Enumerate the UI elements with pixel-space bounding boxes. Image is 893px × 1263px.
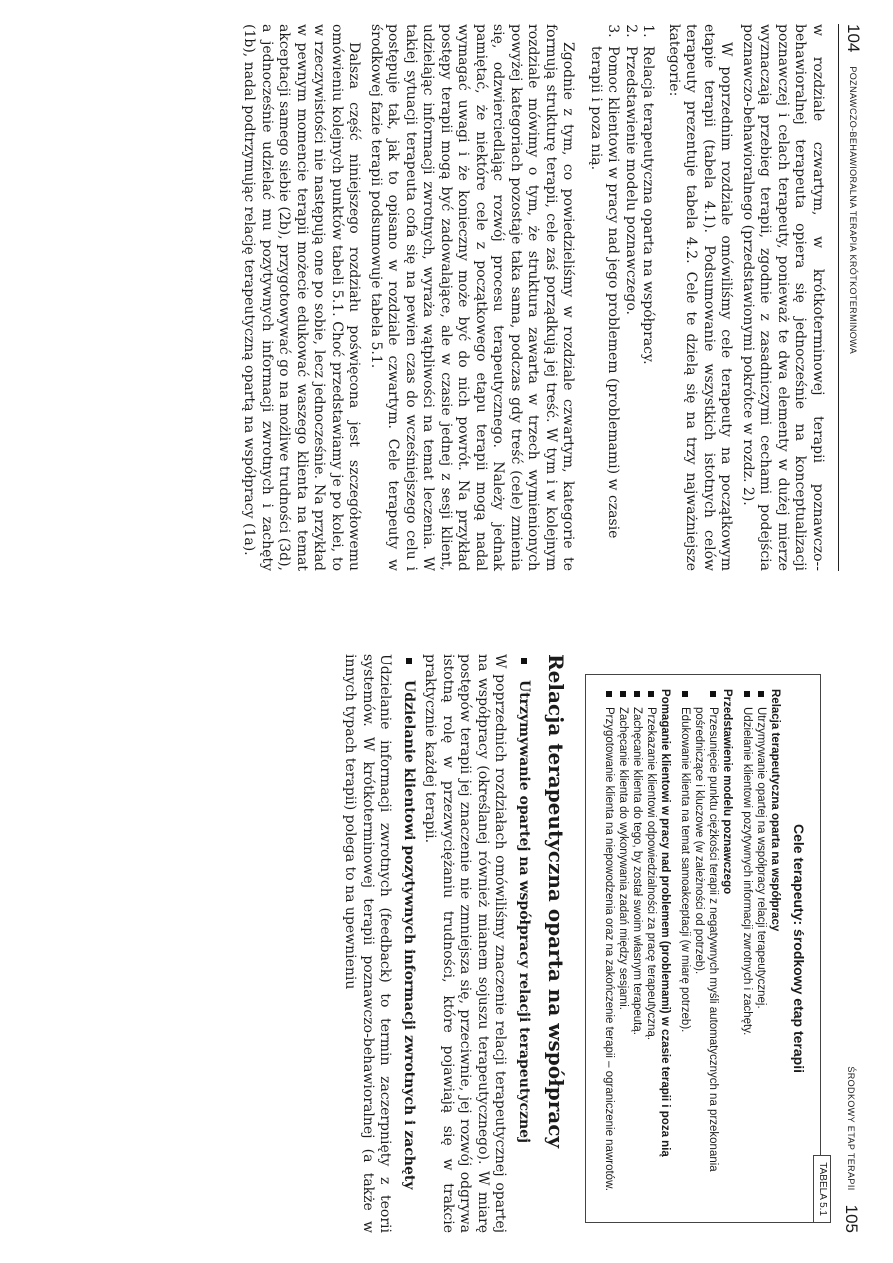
category-list xyxy=(587,24,657,571)
list-item: 1. Relacja terapeutyczna oparta na współpracy. xyxy=(639,42,657,571)
subheading-list xyxy=(515,654,533,1233)
paragraph: W poprzednim rozdziale omówiliśmy cele terapeuty na początkowym etapie terapii (tabela 4.1). Podsumowanie wszystkich istotnych celów terapeuty prezentuje tabela 4.2. Cele te dzielą się na trzy najważniejsze kategorie: xyxy=(666,24,735,571)
table-section-list xyxy=(678,689,720,1208)
subheading-list xyxy=(400,654,418,1233)
table-5-1 xyxy=(585,674,828,1223)
list-item: Przesunięcie punktu ciężkości terapii z negatywnych myśli automatycznych na przekonania pośredniczące i kluczowe (w zależności od potrzeb). xyxy=(692,689,720,1208)
running-head: POZNAWCZO-BEHAWIORALNA TERAPIA KRÓTKOTERMINOWA xyxy=(848,66,858,355)
table-title: Cele terapeuty: środkowy etap terapii xyxy=(791,824,807,1073)
page-number: 104 xyxy=(844,24,863,53)
paragraph: Udzielanie informacji zwrotnych (feedback) to termin zaczerpnięty z teorii systemów. W krótkoterminowej terapii poznawczo-behawioralnej (a także w innych typach terapii) polega to na upewnieniu xyxy=(342,654,394,1233)
paragraph: W poprzednich rozdziałach omówiliśmy znaczenie relacji terapeutycznej opartej na współpracy (określanej również mianem sojuszu terapeutycznego). W miarę postępów terapii jej znaczenie nie zmniejsza się, przeciwnie, jej rozwój odgrywa istotną rolę w przezwyciężaniu trudności, które pojawiają się w trakcie praktycznie każdej terapii. xyxy=(422,654,509,1233)
page-104 xyxy=(85,0,875,595)
table-section-list xyxy=(602,689,658,1208)
list-item: 3. Pomoc klientowi w pracy nad jego problemem (problemami) w czasie terapii i poza nią. xyxy=(587,42,622,571)
page-number: 105 xyxy=(842,1204,861,1233)
list-item: 2. Przedstawienie modelu poznawczego. xyxy=(622,42,640,571)
table-section-heading: Pomaganie klientowi w pracy nad problemem (problemami) w czasie terapii i poza nią xyxy=(659,689,671,1157)
paragraph: Zgodnie z tym, co powiedzieliśmy w rozdziale czwartym, kategorie te formują strukturę terapii, cele zaś porządkują jej treść. W tym i w kolejnym rozdziale mówimy o tym, że struktura zawarta w trzech wymienionych powyżej kategoriach pozostaje taka sama, podczas gdy treść (cele) zmienia się, odzwierciedlając rozwój procesu terapeutycznego. Należy jednak pamiętać, że niektóre cele z początkowego etapu terapii mogą nadal wymagać uwagi i że konieczny może być do nich powrót. Na przykład postępy terapii mogą być zadowalające, ale w czasie jednej z sesji klient, udzielając informacji zwrotnych, wyraża wątpliwości na temat leczenia. W takiej sytuacji terapeuta cofa się na pewien czas do wcześniejszego celu i postępuje tak, jak to opisano w rozdziale czwartym. Cele terapeuty w środkowej fazie terapii podsumowuje tabela 5.1. xyxy=(368,24,577,571)
paragraph: Dalsza część niniejszego rozdziału poświęcona jest szczegółowemu omówieniu kolejnych punktów tabeli 5.1. Choć przedstawiamy je po kolei, to w rzeczywistości nie następują one po sobie, lecz jednocześnie. Na przykład w pewnym momencie terapii możecie edukować waszego klienta na temat akceptacji samego siebie (2b), przygotowywać go na możliwe trudności (3d), a jednocześnie udzielać mu pozytywnych informacji zwrotnych i zachęty (1b), nadal podtrzymując relację terapeutyczną opartą na współpracy (1a). xyxy=(241,24,363,571)
list-item: Utrzymywanie opartej na współpracy relacji terapeutycznej. xyxy=(754,689,768,1208)
list-item: Zachęcanie klienta do tego, by został swoim własnym terapeutą. xyxy=(630,689,644,1208)
page-105 xyxy=(85,630,875,1263)
running-head: ŚRODKOWY ETAP TERAPII xyxy=(846,1066,856,1191)
list-item: Udzielanie klientowi pozytywnych informacji zwrotnych i zachęty. xyxy=(740,689,754,1208)
list-item: Edukowanie klienta na temat samoakceptacji (w miarę potrzeb). xyxy=(678,689,692,1208)
section-heading: Relacja terapeutyczna oparta na współpracy xyxy=(544,654,568,1149)
running-header xyxy=(843,24,863,571)
table-section-heading: Relacja terapeutyczna oparta na współpracy xyxy=(769,689,781,932)
running-header xyxy=(841,654,861,1233)
subheading: Udzielanie klientowi pozytywnych informacji zwrotnych i zachęty xyxy=(400,654,418,1233)
table-section-list xyxy=(740,689,768,1208)
table-section-heading: Przedstawienie modelu poznawczego xyxy=(721,689,733,895)
table-label: TABELA 5.1 xyxy=(813,1155,831,1223)
list-item: Przygotowanie klienta na niepowodzenia oraz na zakończenie terapii – ograniczenie nawrotów. xyxy=(602,689,616,1208)
paragraph: w rozdziale czwartym, w krótkoterminowej terapii poznawczo--behawioralnej terapeuta opiera się jednocześnie na konceptualizacji poznawczej i celach terapeuty, ponieważ te dwa elementy w dużej mierze wyznaczają przebieg terapii, zgodnie z zasadniczymi cechami podejścia poznawczo-behawioralnego (przedstawionymi pokrótce w rozdz. 2). xyxy=(740,24,826,571)
list-item: Zachęcanie klienta do wykonywania zadań między sesjami. xyxy=(616,689,630,1208)
subheading: Utrzymywanie opartej na współpracy relacji terapeutycznej xyxy=(515,654,533,1233)
header-rule xyxy=(838,24,839,571)
list-item: Przekazanie klientowi odpowiedzialności za pracę terapeutyczną. xyxy=(644,689,658,1208)
